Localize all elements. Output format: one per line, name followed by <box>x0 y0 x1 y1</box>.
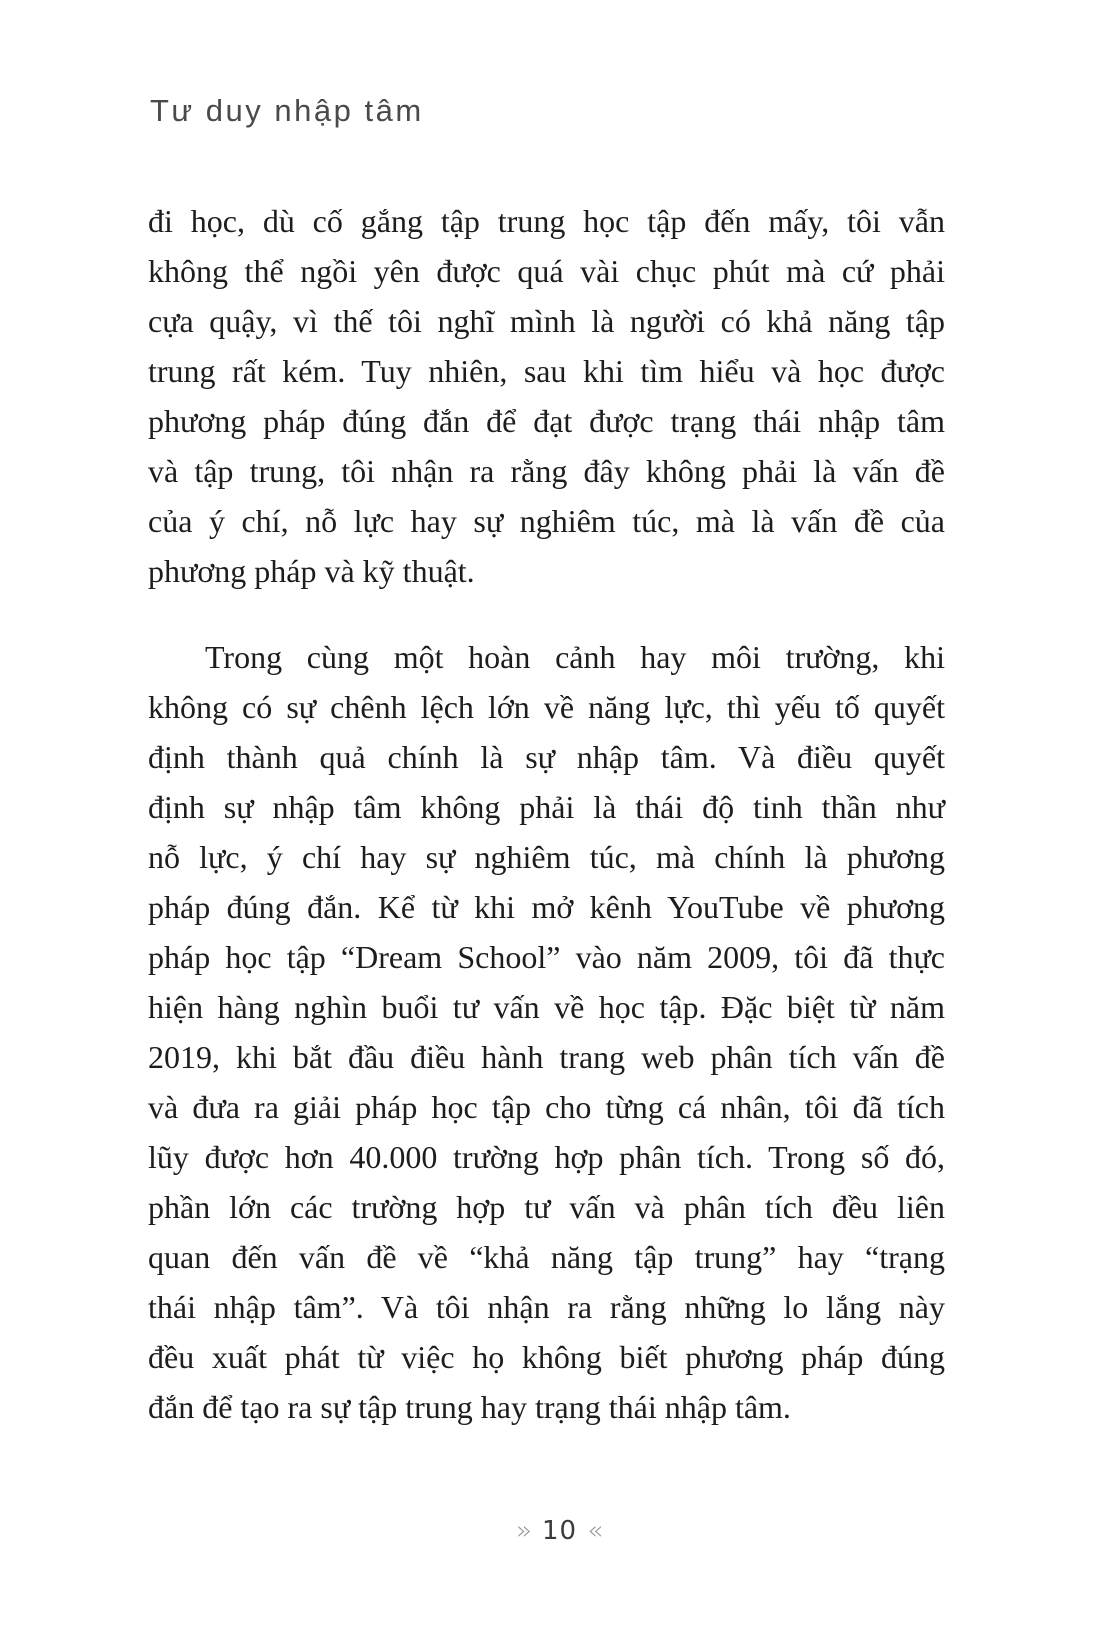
page-number: 10 <box>541 1516 578 1546</box>
text-line: đắn để tạo ra sự tập trung hay trạng thái nhập tâm. <box>148 1389 791 1425</box>
text-line: Trong cùng một hoàn cảnh hay môi trường, khi <box>205 639 945 675</box>
text-line: hiện hàng nghìn buổi tư vấn về học tập. Đặc biệt từ năm <box>148 989 945 1025</box>
text-line: đi học, dù cố gắng tập trung học tập đến mấy, tôi vẫn <box>148 203 945 239</box>
text-line: không thể ngồi yên được quá vài chục phút mà cứ phải <box>148 253 945 289</box>
running-header: Tư duy nhập tâm <box>150 93 424 128</box>
text-line: phương pháp và kỹ thuật. <box>148 553 475 589</box>
text-line: nỗ lực, ý chí hay sự nghiêm túc, mà chính là phương <box>148 839 945 875</box>
text-line: định thành quả chính là sự nhập tâm. Và điều quyết <box>148 739 945 775</box>
page-number-left-ornament: » <box>516 1516 532 1546</box>
text-line: phần lớn các trường hợp tư vấn và phân tích đều liên <box>148 1189 945 1225</box>
body-text-block <box>148 196 945 1432</box>
text-line: và đưa ra giải pháp học tập cho từng cá nhân, tôi đã tích <box>148 1089 945 1125</box>
text-line: cựa quậy, vì thế tôi nghĩ mình là người có khả năng tập <box>148 303 945 339</box>
text-line: trung rất kém. Tuy nhiên, sau khi tìm hiểu và học được <box>148 353 945 389</box>
text-line: lũy được hơn 40.000 trường hợp phân tích. Trong số đó, <box>148 1139 945 1175</box>
text-line: không có sự chênh lệch lớn về năng lực, thì yếu tố quyết <box>148 689 945 725</box>
text-line: đều xuất phát từ việc họ không biết phương pháp đúng <box>148 1339 945 1375</box>
page-number-right-ornament: « <box>587 1516 603 1546</box>
paragraph <box>148 196 945 596</box>
page-footer <box>0 1513 1119 1549</box>
text-line: phương pháp đúng đắn để đạt được trạng thái nhập tâm <box>148 403 945 439</box>
paragraph <box>148 632 945 1432</box>
text-line: pháp học tập “Dream School” vào năm 2009, tôi đã thực <box>148 939 945 975</box>
text-line: của ý chí, nỗ lực hay sự nghiêm túc, mà là vấn đề của <box>148 503 945 539</box>
text-line: 2019, khi bắt đầu điều hành trang web phân tích vấn đề <box>148 1039 945 1075</box>
text-line: thái nhập tâm”. Và tôi nhận ra rằng những lo lắng này <box>148 1289 945 1325</box>
text-line: định sự nhập tâm không phải là thái độ tinh thần như <box>148 789 945 825</box>
text-line: quan đến vấn đề về “khả năng tập trung” hay “trạng <box>148 1239 945 1275</box>
text-line: pháp đúng đắn. Kể từ khi mở kênh YouTube về phương <box>148 889 945 925</box>
text-line: và tập trung, tôi nhận ra rằng đây không phải là vấn đề <box>148 453 945 489</box>
